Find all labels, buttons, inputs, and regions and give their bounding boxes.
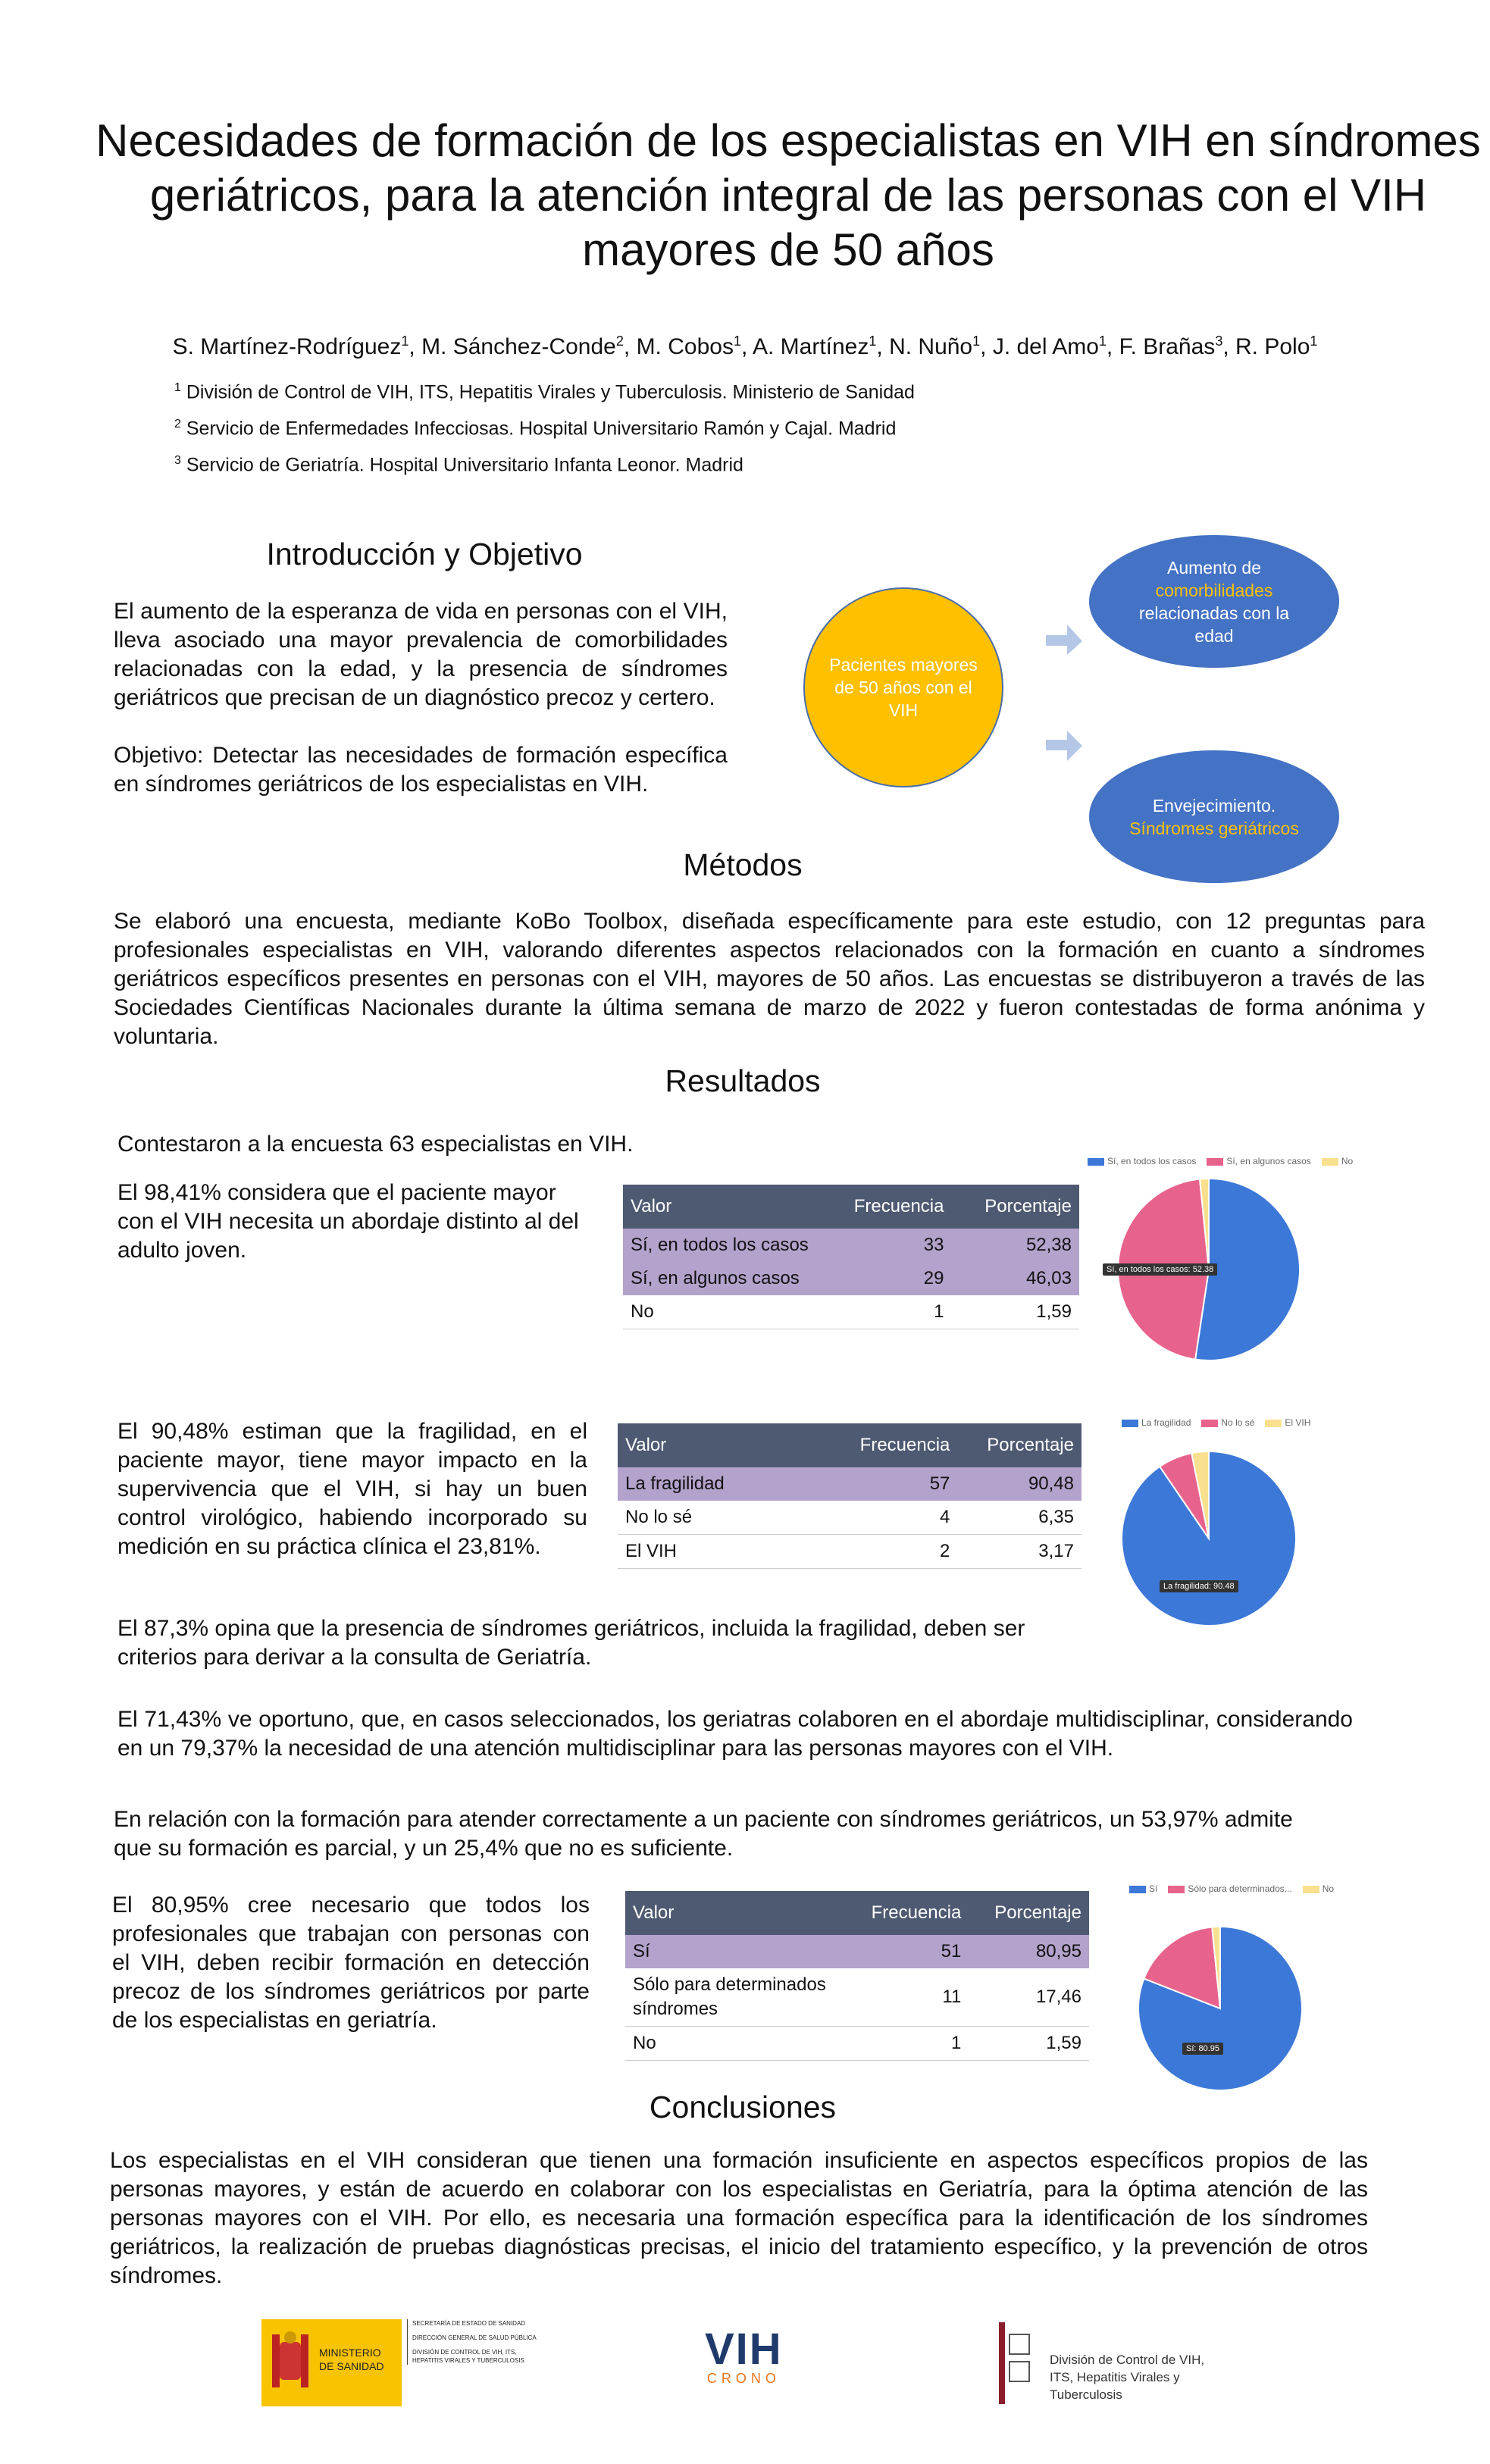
intro-heading: Introducción y Objetivo: [266, 537, 583, 571]
author-name: M. Cobos$^1$: [636, 333, 741, 359]
methods-text: Se elaboró una encuesta, mediante KoBo Toolbox, diseñada específicamente para este estudio, con 12 preguntas para profesionales especialistas en VIH, valorando diferentes aspectos relacionados con la formación en cuanto a síndromes geriátricos específicos presentes en personas con el VIH, mayores de 50 años. Las encuestas se distribuyeron a través de las Sociedades Científicas Nacionales durante la última semana de marzo de 2022 y fueron contestadas de forma anónima y voluntaria.: [114, 909, 1425, 1049]
cell-frecuencia: 51: [845, 1935, 969, 1968]
intro-text: [114, 597, 728, 799]
cell-porcentaje: 80,95: [969, 1935, 1089, 1968]
cell-frecuencia: 1: [820, 1295, 951, 1329]
vih-crono-logo: [705, 2327, 783, 2387]
header-porcentaje: Porcentaje: [957, 1423, 1082, 1467]
division-name: [1050, 2351, 1247, 2403]
ministry-name: MINISTERIO DE SANIDAD: [319, 2347, 384, 2372]
table-header-row: [618, 1423, 1082, 1467]
affiliation-1: $^1$ División de Control de VIH, ITS, Hepatitis Virales y Tuberculosis. Ministerio de Sanidad: [174, 381, 915, 403]
pie-svg: [1088, 1156, 1391, 1368]
header-valor: Valor: [625, 1891, 845, 1935]
table-header-row: [625, 1891, 1089, 1935]
header-porcentaje: Porcentaje: [969, 1891, 1089, 1935]
legend-item: Sí, en algunos casos: [1207, 1156, 1310, 1166]
pie-chart-training: [1129, 1883, 1395, 2096]
cell-valor: Sí: [625, 1935, 845, 1968]
pie-chart-approach: [1088, 1156, 1391, 1368]
cell-porcentaje: 3,17: [957, 1535, 1082, 1569]
author-name: M. Sánchez-Conde$^2$: [421, 333, 624, 359]
cell-valor: El VIH: [618, 1535, 830, 1569]
author-affiliation-sup: 1: [733, 333, 741, 349]
cell-frecuencia: 1: [845, 2027, 969, 2061]
header-porcentaje: Porcentaje: [951, 1185, 1079, 1229]
table-row: [618, 1535, 1082, 1569]
ministry-unit-line: DIRECCIÓN GENERAL DE SALUD PÚBLICA: [412, 2334, 537, 2341]
author-affiliation-sup: 1: [1098, 333, 1107, 349]
diagram-center-node: Pacientes mayores de 50 años con el VIH: [803, 587, 1003, 787]
ministry-unit-line: SECRETARÍA DE ESTADO DE SANIDAD: [412, 2320, 526, 2327]
cell-porcentaje: 6,35: [957, 1501, 1082, 1535]
intro-paragraph: El aumento de la esperanza de vida en personas con el VIH, lleva asociado una mayor prevalencia de comorbilidades relacionadas con la edad, y la presencia de síndromes geriátricos que precisan de un diagnóstico precoz y certero.: [114, 599, 728, 710]
cell-valor: No: [625, 2027, 845, 2061]
cell-porcentaje: 46,03: [951, 1262, 1079, 1295]
diagram-comorbidities-node: Aumento de comorbilidades relacionadas con la edad: [1089, 535, 1339, 668]
pie-tooltip-label: Sí, en todos los casos: 52.38: [1103, 1263, 1217, 1276]
table-frailty: [618, 1423, 1082, 1569]
author-list: S. Martínez-Rodríguez$^1$, M. Sánchez-Conde$^2$, M. Cobos$^1$, A. Martínez$^1$, N. Nuño$^1$, J. del Amo$^1$, F. Brañas$^3$, R. Polo$^1$: [172, 333, 1318, 359]
results-finding-1: El 98,41% considera que el paciente mayor con el VIH necesita un abordaje distinto al del adulto joven.: [117, 1180, 579, 1263]
objective-paragraph: Objetivo: Detectar las necesidades de formación específica en síndromes geriátricos de los especialistas en VIH.: [114, 743, 728, 797]
results-heading: Resultados: [665, 1063, 821, 1098]
table-approach: [623, 1185, 1079, 1329]
author-affiliation-sup: 3: [1215, 333, 1223, 349]
results-finding-2: El 90,48% estiman que la fragilidad, en el paciente mayor, tiene mayor impacto en la supervivencia que el VIH, si hay un buen control virológico, habiendo incorporado su medición en su práctica clínica el 23,81%.: [117, 1419, 587, 1559]
legend-item: No lo sé: [1201, 1417, 1254, 1428]
legend-item: No: [1322, 1156, 1353, 1166]
legend-item: El VIH: [1265, 1417, 1310, 1428]
author-affiliation-sup: 1: [401, 333, 409, 349]
table-row: [623, 1262, 1079, 1295]
legend-item: Sí, en todos los casos: [1088, 1156, 1196, 1166]
results-finding-3: El 87,3% opina que la presencia de síndromes geriátricos, incluida la fragilidad, deben ser criterios para derivar a la consulta de Geriatría.: [117, 1616, 1025, 1670]
affiliation-2: $^2$ Servicio de Enfermedades Infecciosas. Hospital Universitario Ramón y Cajal. Madrid: [174, 418, 897, 440]
vih-logo-text: VIH: [705, 2325, 783, 2374]
table-row: [623, 1295, 1079, 1329]
pie-tooltip-label: La fragilidad: 90.48: [1160, 1580, 1238, 1592]
cell-frecuencia: 11: [845, 1968, 969, 2027]
header-valor: Valor: [618, 1423, 830, 1467]
diagram-aging-node: Envejecimiento. Síndromes geriátricos: [1089, 750, 1339, 883]
table-row: [625, 1935, 1089, 1968]
cell-porcentaje: 52,38: [951, 1229, 1079, 1262]
table-row: [618, 1467, 1082, 1501]
cell-frecuencia: 2: [830, 1535, 957, 1569]
header-frecuencia: Frecuencia: [820, 1185, 951, 1229]
pie-chart-frailty: [1122, 1417, 1349, 1630]
cell-frecuencia: 29: [820, 1262, 951, 1295]
table-row: [618, 1501, 1082, 1535]
author-name: F. Brañas$^3$: [1119, 333, 1223, 359]
pie-svg: [1122, 1417, 1349, 1630]
table-training: [625, 1891, 1089, 2061]
cell-frecuencia: 4: [830, 1501, 957, 1535]
division-line: ITS, Hepatitis Virales y Tuberculosis: [1050, 2370, 1180, 2402]
author-name: S. Martínez-Rodríguez$^1$: [172, 333, 409, 359]
methods-heading: Métodos: [683, 847, 803, 882]
legend-item: La fragilidad: [1122, 1417, 1191, 1428]
cell-valor: Sólo para determinados síndromes: [625, 1968, 845, 2027]
cell-porcentaje: 90,48: [957, 1467, 1082, 1501]
division-mark-icon: [993, 2319, 1038, 2410]
cell-frecuencia: 33: [820, 1229, 951, 1262]
division-line: División de Control de VIH,: [1050, 2353, 1205, 2367]
header-frecuencia: Frecuencia: [845, 1891, 969, 1935]
results-respondents: Contestaron a la encuesta 63 especialistas en VIH.: [117, 1132, 634, 1157]
ministry-logo: [261, 2319, 537, 2410]
poster-title: Necesidades de formación de los especialistas en VIH en síndromes geriátricos, para la atención integral de las personas con el VIH mayores de 50 años: [95, 115, 1481, 275]
cell-frecuencia: 57: [830, 1467, 957, 1501]
cell-valor: La fragilidad: [618, 1467, 830, 1501]
author-affiliation-sup: 1: [869, 333, 877, 349]
author-name: R. Polo$^1$: [1235, 333, 1318, 359]
header-frecuencia: Frecuencia: [830, 1423, 957, 1467]
cell-valor: Sí, en algunos casos: [623, 1262, 820, 1295]
arrow-down-icon: [1046, 728, 1084, 762]
author-name: J. del Amo$^1$: [992, 333, 1107, 359]
table-row: [625, 1968, 1089, 2027]
cell-porcentaje: 1,59: [951, 1295, 1079, 1329]
cell-valor: No: [623, 1295, 820, 1329]
table-row: [623, 1229, 1079, 1262]
author-affiliation-sup: 1: [972, 333, 981, 349]
cell-valor: Sí, en todos los casos: [623, 1229, 820, 1262]
table-header-row: [623, 1185, 1079, 1229]
legend-item: Sí: [1129, 1883, 1157, 1894]
arrow-up-icon: [1046, 621, 1084, 656]
legend-item: No: [1303, 1883, 1334, 1894]
pie-svg: [1129, 1883, 1395, 2096]
author-name: N. Nuño$^1$: [889, 333, 981, 359]
author-name: A. Martínez$^1$: [752, 333, 877, 359]
ministry-units: [407, 2319, 537, 2365]
author-affiliation-sup: 2: [615, 333, 624, 349]
results-finding-4: El 71,43% ve oportuno, que, en casos seleccionados, los geriatras colaboren en el abordaje multidisciplinar, considerando en un 79,37% la necesidad de una atención multidisciplinar para las personas mayores con el VIH.: [117, 1707, 1353, 1761]
conclusions-heading: Conclusiones: [649, 2090, 837, 2124]
ministry-unit-line: DIVISIÓN DE CONTROL DE VIH, ITS, HEPATITIS VIRALES Y TUBERCULOSIS: [412, 2349, 524, 2364]
cell-porcentaje: 1,59: [969, 2027, 1089, 2061]
conclusions-text: Los especialistas en el VIH consideran que tienen una formación insuficiente en aspectos específicos propios de las personas mayores, y están de acuerdo en colaborar con los especialistas en Geriatría, para la óptima atención de las personas mayores con el VIH. Por ello, es necesaria una formación específica para la identificación de los síndromes geriátricos, la realización de pruebas diagnósticas precisas, el inicio del tratamiento específico, y la prevención de otros síndromes.: [110, 2148, 1368, 2288]
results-finding-5: En relación con la formación para atender correctamente a un paciente con síndromes geriátricos, un 53,97% admite que su formación es parcial, y un 25,4% que no es suficiente.: [114, 1807, 1293, 1861]
cell-porcentaje: 17,46: [969, 1968, 1089, 2027]
header-valor: Valor: [623, 1185, 820, 1229]
cell-valor: No lo sé: [618, 1501, 830, 1535]
table-row: [625, 2027, 1089, 2061]
affiliation-3: $^3$ Servicio de Geriatría. Hospital Universitario Infanta Leonor. Madrid: [174, 454, 743, 476]
results-finding-6: El 80,95% cree necesario que todos los profesionales que trabajan con personas con el VIH, deben recibir formación en detección precoz de los síndromes geriátricos por parte de los especialistas en geriatría.: [112, 1893, 590, 2033]
legend-item: Sólo para determinados...: [1168, 1883, 1291, 1894]
coat-of-arms-icon: [268, 2327, 313, 2399]
author-affiliation-sup: 1: [1310, 333, 1318, 349]
pie-tooltip-label: Sí: 80.95: [1182, 2043, 1223, 2055]
crono-logo-text: CRONO: [706, 2371, 781, 2386]
